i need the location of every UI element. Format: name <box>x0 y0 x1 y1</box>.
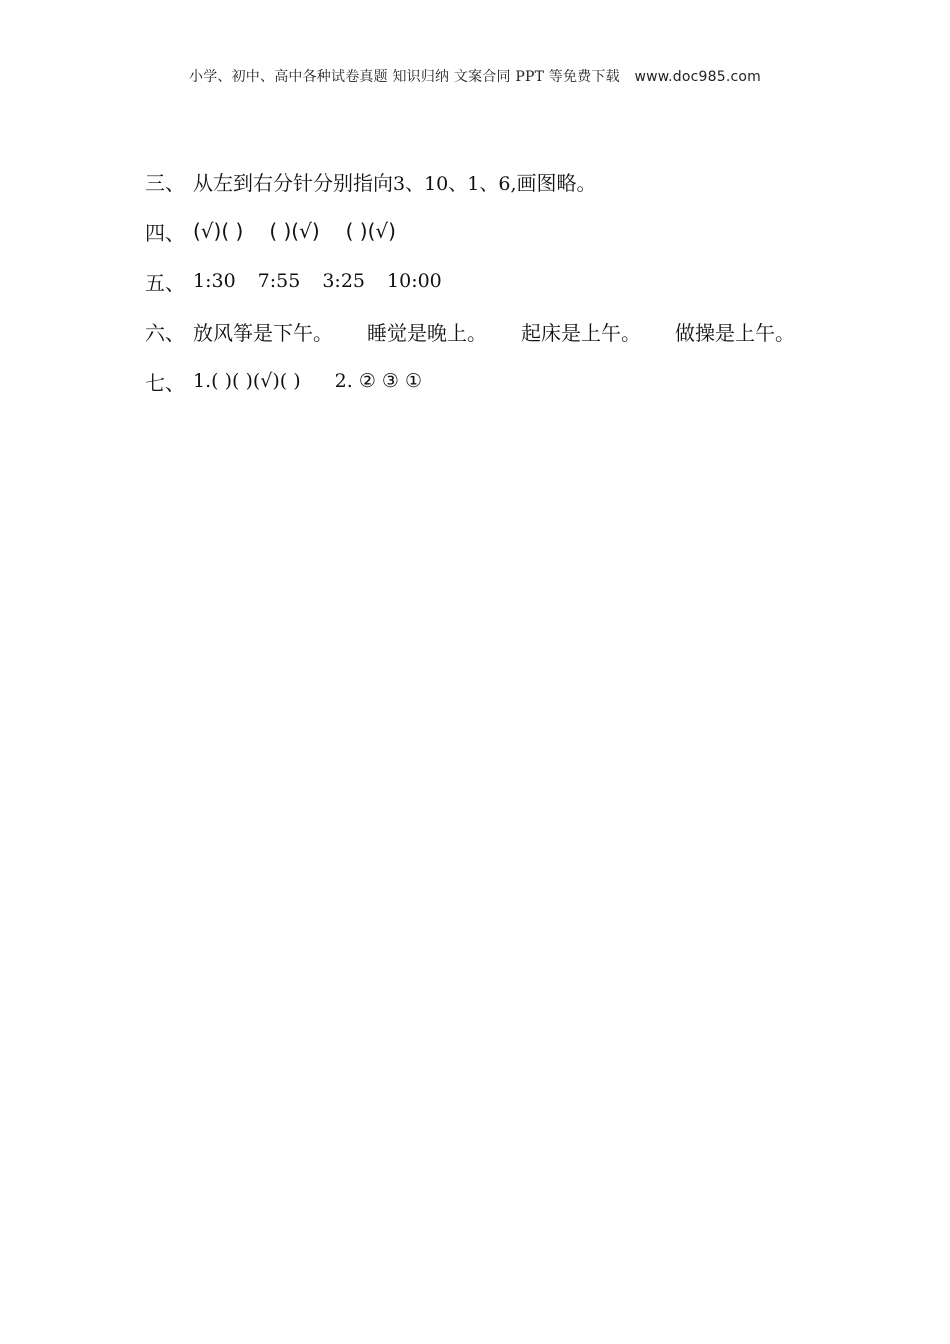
answer-row-6 <box>145 306 865 356</box>
time-answer-4: 10:00 <box>387 270 442 292</box>
answer-group-3: ( )(√) <box>345 219 396 243</box>
answer-row-7 <box>145 356 865 406</box>
question-number: 三、 <box>145 170 185 195</box>
answer-row-4 <box>145 206 865 256</box>
answer-text-a: 从左到右分针分别指向 <box>193 170 393 195</box>
page-header <box>0 66 950 86</box>
time-answer-3: 3:25 <box>322 270 366 292</box>
answer-group-2: ( )(√) <box>269 219 320 243</box>
header-text: 小学、初中、高中各种试卷真题 知识归纳 文案合同 PPT 等免费下载 <box>189 69 620 85</box>
activity-answer-3: 起床是上午。 <box>521 320 641 345</box>
answer-numbers: 3、10、1、6, <box>393 172 517 195</box>
header-site: www.doc985.com <box>634 69 761 85</box>
part-1-answer: 1.( )( )(√)( ) <box>193 370 301 392</box>
answer-text <box>193 167 596 196</box>
question-number: 四、 <box>145 220 185 245</box>
question-number: 五、 <box>145 270 185 295</box>
activity-answer-2: 睡觉是晚上。 <box>367 320 487 345</box>
activity-answer-1: 放风筝是下午。 <box>193 320 333 345</box>
part-2-answer: 2. ② ③ ① <box>334 370 423 392</box>
activity-answer-4: 做操是上午。 <box>675 320 795 345</box>
time-answer-2: 7:55 <box>257 270 301 292</box>
question-number: 六、 <box>145 320 185 345</box>
question-number: 七、 <box>145 370 185 395</box>
answer-row-3 <box>145 156 865 206</box>
answer-text-c: 画图略。 <box>516 170 597 195</box>
answer-group-1: (√)( ) <box>193 219 244 243</box>
time-answer-1: 1:30 <box>193 270 236 292</box>
answer-list <box>145 156 865 406</box>
answer-row-5 <box>145 256 865 306</box>
